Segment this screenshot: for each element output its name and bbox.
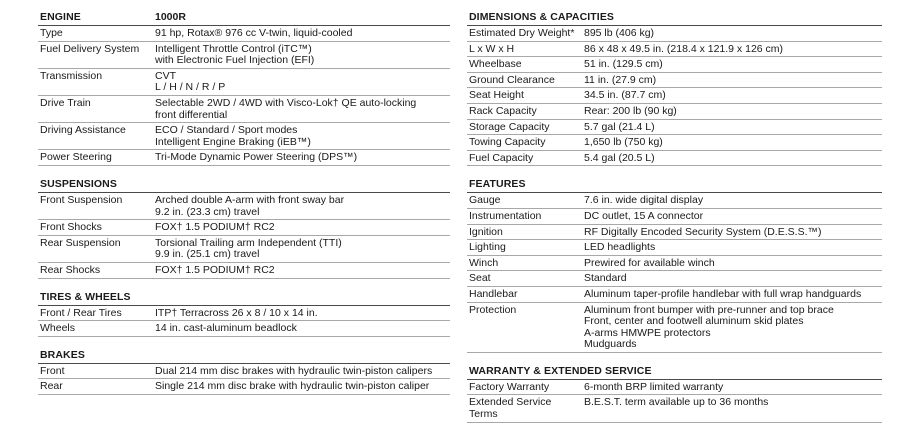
spec-row-fuel-delivery-system bbox=[38, 42, 450, 69]
spec-label-line: Rack Capacity bbox=[469, 104, 537, 117]
spec-row-lighting bbox=[467, 240, 882, 256]
spec-value-line: RF Digitally Encoded Security System (D.E.S.S.™) bbox=[584, 225, 822, 238]
section-spacer bbox=[467, 353, 882, 362]
spec-value bbox=[584, 195, 882, 207]
spec-label-line: Driving Assistance bbox=[40, 124, 126, 137]
spec-value-line: Intelligent Throttle Control (iTC™) bbox=[155, 42, 312, 55]
spec-value bbox=[584, 258, 882, 270]
spec-value bbox=[155, 152, 450, 164]
spec-label-line: Ground Clearance bbox=[469, 73, 555, 86]
spec-value bbox=[584, 122, 882, 134]
spec-label-line: Instrumentation bbox=[469, 209, 542, 222]
spec-label-line: Towing Capacity bbox=[469, 136, 546, 149]
spec-value-line: Rear: 200 lb (90 kg) bbox=[584, 104, 677, 117]
spec-value bbox=[584, 289, 882, 301]
spec-row-front-shocks bbox=[38, 220, 450, 236]
spec-row-estimated-dry-weight bbox=[467, 26, 882, 42]
spec-label bbox=[467, 242, 584, 254]
spec-label bbox=[38, 28, 155, 40]
spec-label bbox=[38, 71, 155, 94]
section-header-brakes bbox=[38, 346, 450, 364]
left-spec-column bbox=[38, 8, 450, 395]
spec-label bbox=[467, 211, 584, 223]
spec-value-line: 34.5 in. (87.7 cm) bbox=[584, 89, 666, 102]
section-spacer bbox=[38, 337, 450, 346]
spec-value-line: 14 in. cast-aluminum beadlock bbox=[155, 322, 297, 335]
section-title: TIRES & WHEELS bbox=[40, 290, 131, 303]
spec-value-line: Aluminum front bumper with pre-runner and top brace bbox=[584, 303, 834, 316]
spec-value bbox=[155, 71, 450, 94]
section-header-dimensions-capacities bbox=[467, 8, 882, 26]
spec-value bbox=[584, 59, 882, 71]
spec-label-line: Front / Rear Tires bbox=[40, 306, 122, 319]
spec-label bbox=[467, 106, 584, 118]
spec-value bbox=[584, 44, 882, 56]
spec-value bbox=[584, 75, 882, 87]
spec-label bbox=[467, 273, 584, 285]
spec-value-line: FOX† 1.5 PODIUM† RC2 bbox=[155, 263, 275, 276]
spec-value bbox=[584, 273, 882, 285]
right-spec-column bbox=[467, 8, 882, 423]
spec-value bbox=[155, 98, 450, 121]
spec-value-line: Arched double A-arm with front sway bar bbox=[155, 193, 345, 206]
spec-label bbox=[38, 195, 155, 218]
spec-label-line: Extended Service bbox=[469, 396, 552, 409]
spec-value-line: 6-month BRP limited warranty bbox=[584, 380, 724, 393]
spec-label-line: Estimated Dry Weight* bbox=[469, 27, 575, 39]
spec-label-line: Protection bbox=[469, 303, 517, 316]
spec-row-protection bbox=[467, 303, 882, 353]
section-header-tires-wheels bbox=[38, 288, 450, 306]
spec-value-line: Front, center and footwell aluminum skid plates bbox=[584, 315, 804, 328]
spec-label bbox=[467, 305, 584, 351]
spec-value-line: Mudguards bbox=[584, 338, 637, 351]
spec-label-line: Terms bbox=[469, 408, 498, 421]
section-header-suspensions bbox=[38, 175, 450, 193]
spec-value bbox=[155, 238, 450, 261]
spec-row-ground-clearance bbox=[467, 73, 882, 89]
section-spacer bbox=[38, 166, 450, 175]
spec-value bbox=[155, 28, 450, 40]
spec-value-line: DC outlet, 15 A connector bbox=[584, 209, 704, 222]
spec-label bbox=[467, 382, 584, 394]
spec-value-line: Torsional Trailing arm Independent (TTI) bbox=[155, 236, 342, 249]
spec-label bbox=[467, 59, 584, 71]
spec-label-line: Fuel Delivery System bbox=[40, 42, 140, 55]
spec-row-l-x-w-x-h bbox=[467, 42, 882, 58]
spec-label-line: Rear bbox=[40, 380, 63, 393]
spec-value-line: Intelligent Engine Braking (iEB™) bbox=[155, 135, 311, 148]
spec-row-front bbox=[38, 364, 450, 380]
spec-label bbox=[467, 227, 584, 239]
spec-label bbox=[38, 222, 155, 234]
spec-label bbox=[467, 122, 584, 134]
spec-row-rack-capacity bbox=[467, 104, 882, 120]
spec-row-transmission bbox=[38, 69, 450, 96]
spec-label-line: Front Shocks bbox=[40, 221, 102, 234]
spec-value-line: 7.6 in. wide digital display bbox=[584, 194, 704, 207]
spec-value-line: 91 hp, Rotax® 976 cc V-twin, liquid-cooled bbox=[155, 27, 353, 39]
spec-row-winch bbox=[467, 256, 882, 272]
spec-row-rear-shocks bbox=[38, 263, 450, 279]
spec-value-line: 1,650 lb (750 kg) bbox=[584, 136, 663, 149]
spec-value-line: FOX† 1.5 PODIUM† RC2 bbox=[155, 221, 275, 234]
spec-label bbox=[38, 366, 155, 378]
spec-row-drive-train bbox=[38, 96, 450, 123]
spec-row-seat bbox=[467, 271, 882, 287]
spec-row-factory-warranty bbox=[467, 380, 882, 396]
spec-value bbox=[584, 90, 882, 102]
spec-row-rear bbox=[38, 379, 450, 395]
spec-label-line: Power Steering bbox=[40, 151, 112, 164]
spec-label bbox=[38, 98, 155, 121]
model-name: 1000R bbox=[155, 11, 186, 23]
spec-row-gauge bbox=[467, 193, 882, 209]
spec-label bbox=[38, 238, 155, 261]
spec-value-line: 895 lb (406 kg) bbox=[584, 27, 655, 39]
spec-label bbox=[38, 308, 155, 320]
spec-label bbox=[38, 152, 155, 164]
spec-label-line: Front bbox=[40, 364, 65, 377]
spec-value-line: L / H / N / R / P bbox=[155, 81, 226, 94]
spec-value-line: B.E.S.T. term available up to 36 months bbox=[584, 396, 769, 409]
spec-value-line: Dual 214 mm disc brakes with hydraulic twin-piston calipers bbox=[155, 364, 433, 377]
spec-row-wheels bbox=[38, 321, 450, 337]
spec-row-instrumentation bbox=[467, 209, 882, 225]
spec-label-line: Wheels bbox=[40, 322, 76, 335]
spec-value bbox=[155, 222, 450, 234]
spec-label-line: Lighting bbox=[469, 241, 506, 254]
spec-value-line: CVT bbox=[155, 69, 176, 82]
section-title: WARRANTY & EXTENDED SERVICE bbox=[469, 364, 652, 377]
spec-label-line: Gauge bbox=[469, 194, 501, 207]
spec-value bbox=[155, 308, 450, 320]
spec-label-line: Factory Warranty bbox=[469, 380, 550, 393]
spec-label bbox=[467, 137, 584, 149]
spec-value bbox=[584, 397, 882, 420]
spec-value-line: Standard bbox=[584, 272, 627, 285]
section-title: DIMENSIONS & CAPACITIES bbox=[469, 11, 615, 23]
spec-value-line: front differential bbox=[155, 108, 228, 121]
spec-row-type bbox=[38, 26, 450, 42]
section-header-warranty-extended-service bbox=[467, 362, 882, 380]
spec-label bbox=[467, 90, 584, 102]
spec-label-line: Rear Suspension bbox=[40, 236, 121, 249]
spec-row-extended-service-terms bbox=[467, 395, 882, 422]
spec-value-line: with Electronic Fuel Injection (EFI) bbox=[155, 54, 315, 67]
spec-label bbox=[467, 44, 584, 56]
spec-value-line: 11 in. (27.9 cm) bbox=[584, 73, 657, 86]
section-spacer bbox=[467, 166, 882, 175]
section-title: SUSPENSIONS bbox=[40, 177, 117, 190]
spec-value bbox=[584, 211, 882, 223]
spec-label-line: Rear Shocks bbox=[40, 263, 101, 276]
spec-row-power-steering bbox=[38, 150, 450, 166]
spec-value-line: Aluminum taper-profile handlebar with full wrap handguards bbox=[584, 287, 862, 300]
spec-label bbox=[467, 289, 584, 301]
spec-label-line: Storage Capacity bbox=[469, 120, 550, 133]
spec-value-line: Single 214 mm disc brake with hydraulic twin-piston caliper bbox=[155, 380, 430, 393]
spec-label-line: Drive Train bbox=[40, 96, 91, 109]
spec-value-line: 51 in. (129.5 cm) bbox=[584, 58, 663, 71]
spec-row-storage-capacity bbox=[467, 120, 882, 136]
spec-value-line: 9.2 in. (23.3 cm) travel bbox=[155, 205, 260, 218]
spec-value-line: ITP† Terracross 26 x 8 / 10 x 14 in. bbox=[155, 306, 318, 319]
spec-row-seat-height bbox=[467, 88, 882, 104]
spec-label-line: Seat Height bbox=[469, 89, 524, 102]
spec-label bbox=[38, 265, 155, 277]
spec-label bbox=[467, 397, 584, 420]
spec-label bbox=[467, 195, 584, 207]
spec-row-fuel-capacity bbox=[467, 151, 882, 167]
spec-value bbox=[155, 323, 450, 335]
spec-value-line: A-arms HMWPE protectors bbox=[584, 326, 711, 339]
spec-label bbox=[467, 75, 584, 87]
spec-value-line: Tri-Mode Dynamic Power Steering (DPS™) bbox=[155, 151, 358, 164]
spec-label-line: Fuel Capacity bbox=[469, 151, 534, 164]
spec-value bbox=[584, 153, 882, 165]
spec-label-line: Seat bbox=[469, 272, 491, 285]
spec-label bbox=[38, 381, 155, 393]
spec-row-ignition bbox=[467, 225, 882, 241]
spec-value bbox=[584, 382, 882, 394]
section-title: BRAKES bbox=[40, 348, 85, 361]
spec-label bbox=[38, 323, 155, 335]
spec-value bbox=[584, 305, 882, 351]
spec-label-line: Type bbox=[40, 27, 63, 39]
spec-value bbox=[155, 265, 450, 277]
spec-label-line: Transmission bbox=[40, 69, 103, 82]
spec-value-line: Prewired for available winch bbox=[584, 256, 715, 269]
spec-value-line: 86 x 48 x 49.5 in. (218.4 x 121.9 x 126 cm) bbox=[584, 42, 784, 55]
spec-value bbox=[584, 137, 882, 149]
spec-value-line: Selectable 2WD / 4WD with Visco-Lok† QE auto-locking bbox=[155, 96, 417, 109]
spec-label bbox=[467, 28, 584, 40]
spec-value bbox=[155, 366, 450, 378]
spec-label bbox=[467, 258, 584, 270]
spec-label-line: Front Suspension bbox=[40, 193, 123, 206]
spec-row-wheelbase bbox=[467, 57, 882, 73]
spec-label bbox=[38, 125, 155, 148]
spec-row-rear-suspension bbox=[38, 236, 450, 263]
spec-label-line: Wheelbase bbox=[469, 58, 522, 71]
spec-label-line: Handlebar bbox=[469, 287, 518, 300]
spec-row-front-rear-tires bbox=[38, 306, 450, 322]
spec-value-line: 5.7 gal (21.4 L) bbox=[584, 120, 655, 133]
section-header-features bbox=[467, 175, 882, 193]
spec-value bbox=[584, 28, 882, 40]
spec-row-towing-capacity bbox=[467, 135, 882, 151]
spec-value bbox=[155, 195, 450, 218]
section-title: ENGINE bbox=[40, 11, 81, 23]
spec-value bbox=[584, 106, 882, 118]
spec-value bbox=[584, 227, 882, 239]
spec-value-line: 9.9 in. (25.1 cm) travel bbox=[155, 248, 260, 261]
section-spacer bbox=[38, 279, 450, 288]
spec-label-line: Ignition bbox=[469, 225, 503, 238]
spec-row-front-suspension bbox=[38, 193, 450, 220]
spec-label bbox=[467, 153, 584, 165]
spec-value bbox=[155, 381, 450, 393]
spec-row-driving-assistance bbox=[38, 123, 450, 150]
spec-label-line: Winch bbox=[469, 256, 499, 269]
spec-value-line: ECO / Standard / Sport modes bbox=[155, 124, 298, 137]
spec-label bbox=[38, 44, 155, 67]
spec-value bbox=[155, 125, 450, 148]
section-title: FEATURES bbox=[469, 178, 526, 191]
spec-row-handlebar bbox=[467, 287, 882, 303]
section-header-engine bbox=[38, 8, 450, 26]
spec-label-line: L x W x H bbox=[469, 42, 515, 55]
spec-value bbox=[584, 242, 882, 254]
spec-value-line: LED headlights bbox=[584, 241, 656, 254]
spec-value-line: 5.4 gal (20.5 L) bbox=[584, 151, 655, 164]
spec-value bbox=[155, 44, 450, 67]
